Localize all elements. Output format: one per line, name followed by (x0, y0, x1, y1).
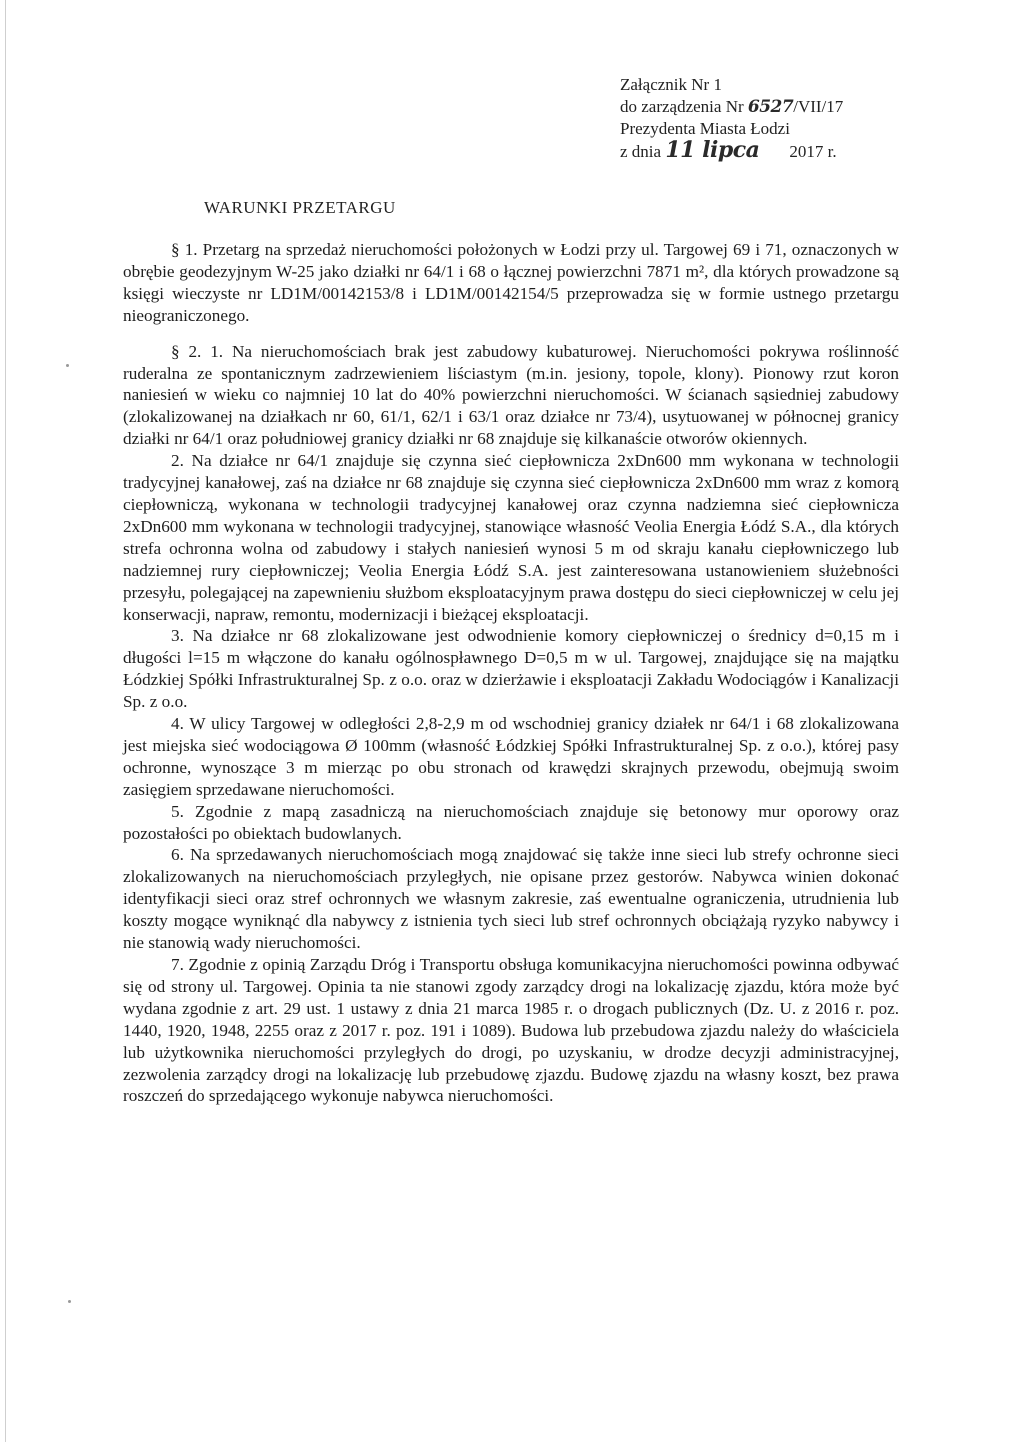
document-title: WARUNKI PRZETARGU (204, 198, 396, 217)
annex-header (620, 74, 843, 162)
annex-ordinance-suffix: /VII/17 (793, 96, 844, 116)
document-body (123, 239, 899, 1107)
annex-date-prefix: z dnia (620, 141, 662, 161)
handwritten-date: 11 lipca (665, 136, 760, 163)
paragraph-section-2-point-6: 6. Na sprzedawanych nieruchomościach mogą znajdować się także inne sieci lub strefy ochronne sieci zlokalizowanych na nieruchomościach przyległych, nie opisane przez gestorów. Nabywca winien dokonać identyfikacji sieci oraz stref ochronnych we własnym zakresie, zaś ewentualne ograniczenia, utrudnienia lub koszty mogące wyniknąć dla nabywcy z istnienia tych sieci lub stref ochronnych obciążają ryzyko nabywcy i nie stanowią wady nieruchomości. (123, 845, 899, 953)
annex-date-line (620, 136, 843, 163)
paragraph-section-2-point-3: 3. Na działce nr 68 zlokalizowane jest odwodnienie komory ciepłowniczej o średnicy d=0,15 m i długości l=15 m włączone do kanału ogólnospławnego D=0,5 m w ul. Targowej, znajdujące się na majątku Łódzkiej Spółki Infrastrukturalnej Sp. z o.o. oraz w dzierżawie i eksploatacji Zakładu Wodociągów i Kanalizacji Sp. z o.o. (123, 626, 899, 712)
paragraph-section-1: § 1. Przetarg na sprzedaż nieruchomości położonych w Łodzi przy ul. Targowej 69 i 71, oznaczonych w obrębie geodezyjnym W-25 jako działki nr 64/1 i 68 o łącznej powierzchni 7871 m², dla których prowadzone są księgi wieczyste nr LD1M/00142153/8 i LD1M/00142154/5 przeprowadza się w formie ustnego przetargu nieograniczonego. (123, 240, 899, 325)
paragraph-section-2-point-1: § 2. 1. Na nieruchomościach brak jest zabudowy kubaturowej. Nieruchomości pokrywa roślinność ruderalna ze spontanicznym zadrzewieniem liściastym (m.in. jesiony, topole, klony). Pionowy rzut koron naniesień w wieku co najmniej 10 lat do 40% powierzchni nieruchomości. W ścianach sąsiedniej zabudowy (zlokalizowanej na działkach nr 60, 61/1, 62/1 i 63/1 oraz działce nr 73/4), usytuowanej w północnej granicy działki nr 64/1 oraz południowej granicy działki nr 68 znajduje się kilkanaście otworów okiennych. (123, 341, 899, 449)
scan-speck (68, 1300, 71, 1303)
annex-date-year: 2017 r. (789, 141, 837, 161)
scan-page-edge (5, 0, 6, 1442)
paragraph-section-2-point-5: 5. Zgodnie z mapą zasadniczą na nieruchomościach znajduje się betonowy mur oporowy oraz pozostałości po obiektach budowlanych. (123, 801, 899, 843)
annex-issuer: Prezydenta Miasta Łodzi (620, 119, 790, 138)
annex-number: Załącznik Nr 1 (620, 75, 722, 94)
paragraph-section-2-point-4: 4. W ulicy Targowej w odległości 2,8-2,9 m od wschodniej granicy działek nr 64/1 i 68 zlokalizowana jest miejska sieć wodociągowa Ø 100mm (własność Łódzkiej Spółki Infrastrukturalnej Sp. z o.o.), której pasy ochronne, wynoszące 3 m mierząc po obu stronach od krawędzi skrajnych przewodu, obejmują swoim zasięgiem sprzedawane nieruchomości. (123, 714, 899, 799)
annex-ordinance-prefix: do zarządzenia Nr (620, 96, 744, 116)
scan-speck (66, 364, 69, 367)
paragraph-section-2-point-2: 2. Na działce nr 64/1 znajduje się czynna sieć ciepłownicza 2xDn600 mm wykonana w technologii tradycyjnej kanałowej, zaś na działce nr 68 znajduje się czynna sieć ciepłownicza 2xDn600 mm wraz z komorą ciepłowniczą, wykonana w technologii tradycyjnej kanałowej oraz czynna nadziemna sieć ciepłownicza 2xDn600 mm wykonana w technologii tradycyjnej, stanowiące własność Veolia Energia Łódź S.A., dla których strefa ochronna wolna od zabudowy i stałych naniesień wynosi 5 m od skraju kanału ciepłowniczego lub nadziemnej rury ciepłowniczej; Veolia Energia Łódź S.A. jest zainteresowana ustanowieniem służebności przesyłu, polegającej na zapewnieniu służbom eksploatacyjnym prawa dostępu do sieci ciepłowniczej w celu jej konserwacji, napraw, remontu, modernizacji i bieżącej eksploatacji. (123, 451, 899, 624)
handwritten-ordinance-number: 6527 (747, 96, 794, 117)
annex-ordinance-line (620, 96, 843, 119)
paragraph-section-2-point-7: 7. Zgodnie z opinią Zarządu Dróg i Transportu obsługa komunikacyjna nieruchomości powinna odbywać się od strony ul. Targowej. Opinia ta nie stanowi zgody zarządcy drogi na lokalizację zjazdu, która może być wydana zgodnie z art. 29 ust. 1 ustawy z dnia 21 marca 1985 r. o drogach publicznych (Dz. U. z 2016 r. poz. 1440, 1920, 1948, 2255 oraz z 2017 r. poz. 191 i 1089). Budowa lub przebudowa zjazdu należy do właściciela lub użytkownika nieruchomości przyległych do drogi, po uzyskaniu, w drodze decyzji administracyjnej, zezwolenia zarządcy drogi na lokalizację lub przebudowę zjazdu. Budowę zjazdu na własny koszt, bez prawa roszczeń do sprzedającego wykonuje nabywca nieruchomości. (123, 955, 899, 1106)
